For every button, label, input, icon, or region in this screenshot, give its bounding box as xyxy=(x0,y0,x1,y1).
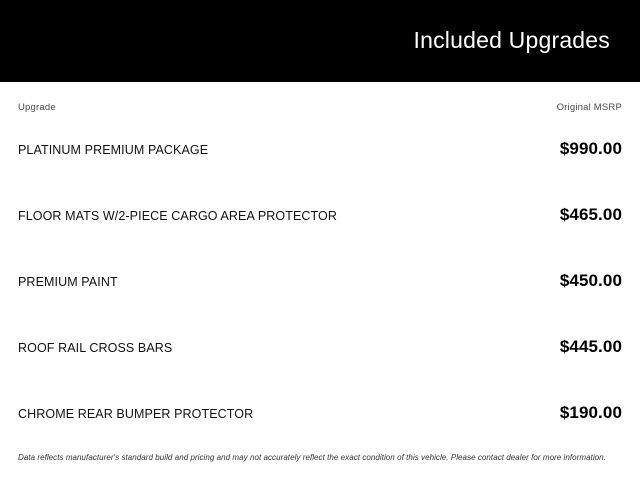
table-column-headers xyxy=(18,82,622,115)
table-row xyxy=(18,115,622,181)
upgrade-name: ROOF RAIL CROSS BARS xyxy=(18,341,173,355)
upgrade-name: CHROME REAR BUMPER PROTECTOR xyxy=(18,407,254,421)
panel-header xyxy=(0,0,640,82)
upgrade-price: $445.00 xyxy=(559,337,622,356)
upgrade-price: $465.00 xyxy=(559,205,622,224)
column-header-original-msrp: Original MSRP xyxy=(556,102,622,113)
table-row xyxy=(18,181,622,247)
page-title: Included Upgrades xyxy=(413,26,610,53)
upgrade-name: PLATINUM PREMIUM PACKAGE xyxy=(18,143,209,157)
table-row xyxy=(18,313,622,379)
upgrades-table xyxy=(18,115,622,445)
upgrade-price: $990.00 xyxy=(559,139,622,158)
upgrade-price: $450.00 xyxy=(559,271,622,290)
upgrade-name: FLOOR MATS W/2-PIECE CARGO AREA PROTECTOR xyxy=(18,209,337,223)
table-row xyxy=(18,247,622,313)
column-header-upgrade: Upgrade xyxy=(18,102,56,113)
panel-body xyxy=(0,82,640,480)
upgrade-name: PREMIUM PAINT xyxy=(18,275,118,289)
upgrade-price: $190.00 xyxy=(559,403,622,422)
table-row xyxy=(18,379,622,445)
disclaimer-text: Data reflects manufacturer's standard build and pricing and may not accurately reflect the exact condition of this vehicle. Please contact dealer for more information. xyxy=(18,453,606,462)
